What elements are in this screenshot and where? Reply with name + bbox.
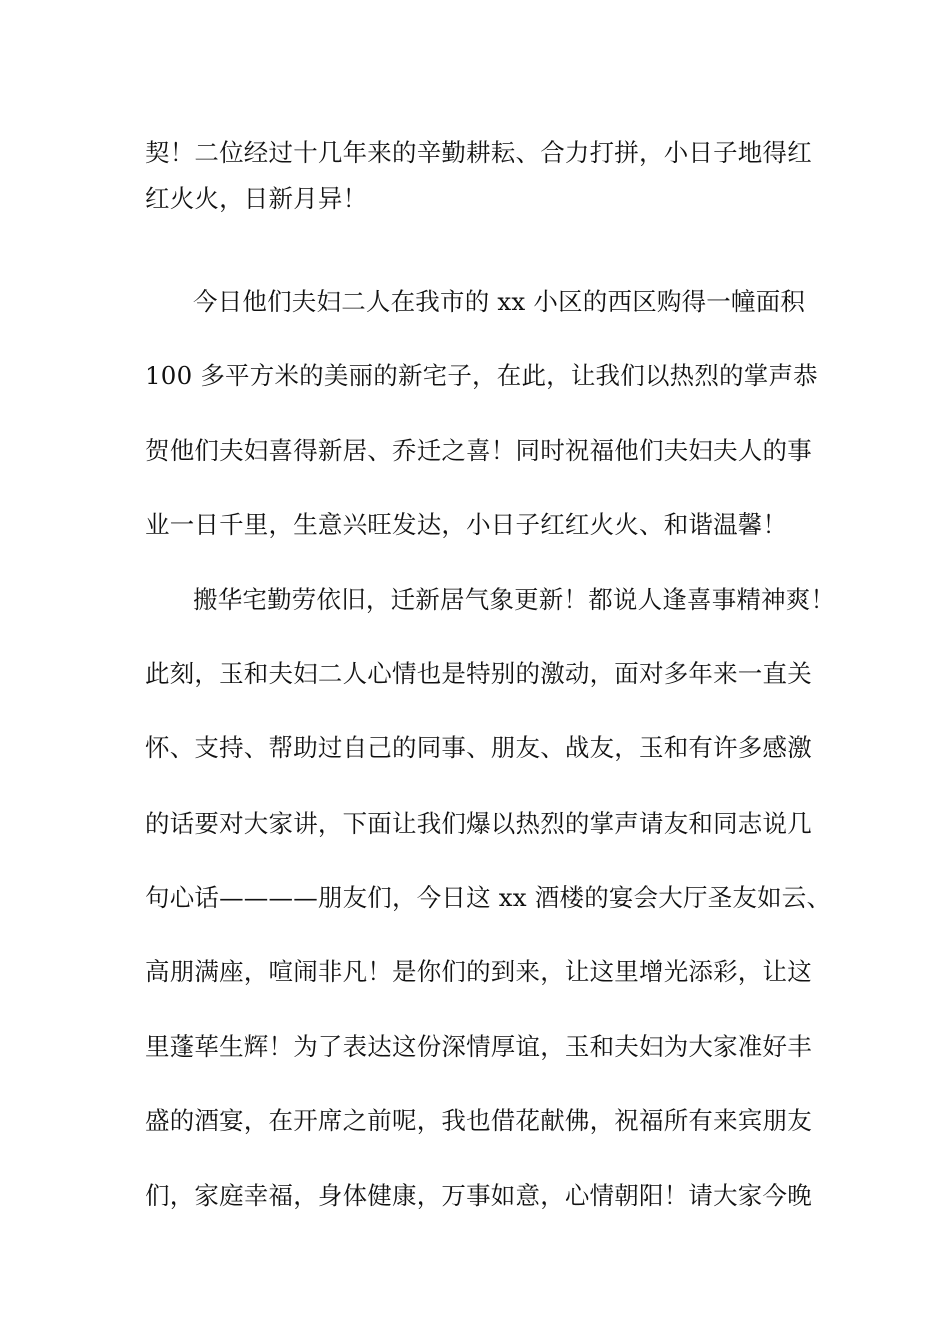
paragraph-start-line: 今日他们夫妇二人在我市的 xx 小区的西区购得一幢面积	[193, 287, 806, 316]
text-line: 此刻，玉和夫妇二人心情也是特别的激动，面对多年来一直关	[145, 659, 812, 688]
text-line: 100 多平方米的美丽的新宅子，在此，让我们以热烈的掌声恭	[145, 361, 818, 390]
text-line: 贺他们夫妇喜得新居、乔迁之喜！同时祝福他们夫妇夫人的事	[145, 436, 812, 465]
text-line: 里蓬荜生辉！为了表达这份深情厚谊，玉和夫妇为大家准好丰	[145, 1032, 812, 1061]
text-line: 红火火，日新月异！	[145, 184, 368, 213]
text-line: 契！二位经过十几年来的辛勤耕耘、合力打拼，小日子地得红	[145, 138, 812, 167]
text-line: 高朋满座，喧闹非凡！是你们的到来，让这里增光添彩，让这	[145, 957, 812, 986]
text-line: 盛的酒宴，在开席之前呢，我也借花献佛，祝福所有来宾朋友	[145, 1106, 812, 1135]
text-line: 的话要对大家讲，下面让我们爆以热烈的掌声请友和同志说几	[145, 809, 812, 838]
text-line: 业一日千里，生意兴旺发达，小日子红红火火、和谐温馨！	[145, 510, 788, 539]
paragraph-start-line: 搬华宅勤劳依旧，迁新居气象更新！都说人逢喜事精神爽！	[193, 585, 836, 614]
text-line: 句心话————朋友们，今日这 xx 酒楼的宴会大厅圣友如云、	[145, 883, 832, 912]
text-line: 们，家庭幸福，身体健康，万事如意，心情朝阳！请大家今晚	[145, 1181, 812, 1210]
text-line: 怀、支持、帮助过自己的同事、朋友、战友，玉和有许多感激	[145, 733, 812, 762]
